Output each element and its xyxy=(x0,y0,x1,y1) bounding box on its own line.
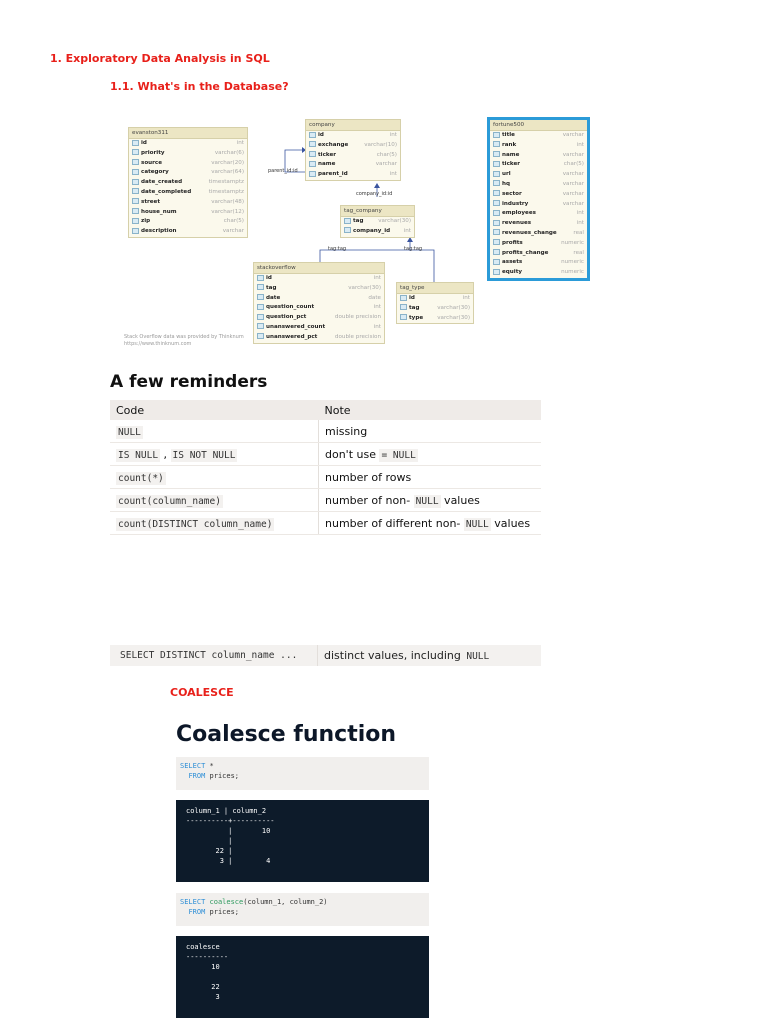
field-name: category xyxy=(132,168,169,178)
field-type: timestamptz xyxy=(208,188,244,195)
field-type: timestamptz xyxy=(208,179,244,186)
keyword: FROM xyxy=(188,772,206,780)
field-name: assets xyxy=(493,258,522,268)
table-field-row xyxy=(490,219,587,229)
table-field-row xyxy=(490,239,587,249)
field-name: question_count xyxy=(257,303,314,313)
inline-code: count(*) xyxy=(118,472,164,484)
diagram-credit: Stack Overflow data was provided by Thinknum https://www.thinknum.com xyxy=(124,334,244,347)
table-field-row xyxy=(490,268,587,278)
field-type: real xyxy=(573,229,584,236)
distinct-note-text: distinct values, including xyxy=(324,649,465,662)
distinct-code-cell xyxy=(110,645,318,666)
field-type: varchar(30) xyxy=(437,314,470,321)
field-type: varchar(64) xyxy=(211,169,244,176)
note-cell xyxy=(319,443,542,466)
subsection-heading: 1.1. What's in the Database? xyxy=(110,80,289,93)
table-field-row xyxy=(490,141,587,151)
reminders-table xyxy=(110,400,541,535)
table-field-row xyxy=(129,149,247,159)
function-name: coalesce xyxy=(209,898,244,906)
field-name: street xyxy=(132,198,160,208)
field-name: date xyxy=(257,294,280,304)
table-row xyxy=(110,466,541,489)
code-text: (column_1, column_2) xyxy=(243,898,328,906)
table-field-row xyxy=(129,178,247,188)
field-type: numeric xyxy=(561,239,584,246)
table-evanston311 xyxy=(128,127,248,238)
table-row xyxy=(110,420,541,443)
field-name: id xyxy=(132,139,147,149)
field-type: int xyxy=(389,132,397,138)
table-field-row xyxy=(129,217,247,227)
field-type: char(5) xyxy=(376,151,397,158)
field-name: question_pct xyxy=(257,313,306,323)
code-cell xyxy=(110,512,319,535)
table-field-row xyxy=(254,323,384,333)
table-tag-type xyxy=(396,282,474,324)
table-field-row xyxy=(490,190,587,200)
field-type: real xyxy=(573,249,584,256)
field-name: employees xyxy=(493,209,536,219)
table-field-row xyxy=(129,139,247,149)
inline-code: NULL xyxy=(118,426,141,438)
code-cell xyxy=(110,420,319,443)
field-type: int xyxy=(389,171,397,178)
fk-label-tag2: tag:tag xyxy=(404,246,423,252)
field-type: numeric xyxy=(561,269,584,276)
cell-text: values xyxy=(490,516,531,530)
table-field-row xyxy=(254,274,384,284)
field-type: varchar xyxy=(562,200,584,207)
field-name: tag xyxy=(344,217,363,227)
distinct-note-cell xyxy=(318,649,491,662)
field-type: varchar(30) xyxy=(378,218,411,224)
note-cell xyxy=(319,512,542,535)
table-field-row xyxy=(490,151,587,161)
table-stackoverflow xyxy=(253,262,385,344)
table-field-row xyxy=(254,313,384,323)
inline-code: count(DISTINCT column_name) xyxy=(118,518,273,530)
keyword: FROM xyxy=(188,908,206,916)
field-name: name xyxy=(309,160,335,170)
inline-code: IS NOT NULL xyxy=(172,449,236,461)
table-title: fortune500 xyxy=(490,120,587,131)
field-type: int xyxy=(462,295,470,301)
keyword: SELECT xyxy=(180,762,206,770)
field-type: double precision xyxy=(334,314,381,321)
table-tag-company xyxy=(340,205,415,238)
inline-code: IS NULL xyxy=(118,449,159,461)
table-title: stackoverflow xyxy=(254,263,384,274)
field-name: industry xyxy=(493,200,528,210)
code-cell xyxy=(110,466,319,489)
field-type: varchar(6) xyxy=(214,149,244,156)
field-name: rank xyxy=(493,141,516,151)
table-field-row xyxy=(490,200,587,210)
fk-label-parent: parent_id:id xyxy=(268,168,298,174)
field-type: varchar xyxy=(562,180,584,187)
field-name: company_id xyxy=(344,227,390,237)
field-name: profits_change xyxy=(493,249,548,259)
code-cell xyxy=(110,489,319,512)
distinct-note-code: NULL xyxy=(466,651,490,662)
field-name: zip xyxy=(132,217,150,227)
code-text: * xyxy=(205,762,214,770)
table-row xyxy=(110,489,541,512)
field-name: revenues_change xyxy=(493,229,557,239)
table-field-row xyxy=(490,160,587,170)
field-type: varchar(30) xyxy=(348,284,381,291)
field-name: unanswered_pct xyxy=(257,333,317,343)
cell-text: number of rows xyxy=(325,470,412,484)
code-text: prices; xyxy=(205,908,240,916)
table-field-row xyxy=(129,188,247,198)
distinct-row xyxy=(110,645,541,666)
note-cell xyxy=(319,466,542,489)
field-type: int xyxy=(373,275,381,281)
field-type: varchar(12) xyxy=(211,208,244,215)
field-type: numeric xyxy=(561,259,584,266)
field-type: int xyxy=(373,323,381,330)
field-name: sector xyxy=(493,190,522,200)
field-type: char(5) xyxy=(223,218,244,225)
field-type: int xyxy=(576,141,584,148)
code-cell xyxy=(110,443,319,466)
inline-code: = NULL xyxy=(381,449,416,461)
table-field-row xyxy=(254,333,384,343)
field-type: char(5) xyxy=(563,161,584,168)
result-prices: column_1 | column_2 ----------+---------- | 10 | 22 | 3 | 4 xyxy=(176,800,429,882)
cell-text: values xyxy=(440,493,480,507)
table-field-row xyxy=(129,208,247,218)
field-name: unanswered_count xyxy=(257,323,325,333)
coalesce-heading: COALESCE xyxy=(170,686,234,699)
code-text: prices; xyxy=(205,772,240,780)
field-name: equity xyxy=(493,268,522,278)
table-field-row xyxy=(306,160,400,170)
field-type: varchar(30) xyxy=(437,304,470,311)
table-field-row xyxy=(490,131,587,141)
column-header-code: Code xyxy=(110,400,319,420)
field-type: varchar xyxy=(375,161,397,168)
cell-text: don't use xyxy=(325,447,380,461)
field-name: id xyxy=(309,131,324,141)
table-company xyxy=(305,119,401,181)
table-field-row xyxy=(490,180,587,190)
field-name: title xyxy=(493,131,515,141)
table-field-row xyxy=(254,294,384,304)
note-cell xyxy=(319,489,542,512)
table-title: tag_company xyxy=(341,206,414,217)
field-type: varchar(48) xyxy=(211,198,244,205)
section-heading: 1. Exploratory Data Analysis in SQL xyxy=(50,52,270,65)
table-field-row xyxy=(490,229,587,239)
field-type: varchar(20) xyxy=(211,159,244,166)
table-field-row xyxy=(397,314,473,324)
cell-text: number of different non- xyxy=(325,516,464,530)
reminders-title: A few reminders xyxy=(110,372,268,392)
field-name: date_completed xyxy=(132,188,191,198)
cell-text: , xyxy=(160,447,171,461)
table-title: evanston311 xyxy=(129,128,247,139)
table-field-row xyxy=(306,170,400,180)
fk-label-company-id: company_id:id xyxy=(356,191,393,197)
field-name: description xyxy=(132,227,177,237)
table-title: company xyxy=(306,120,400,131)
coalesce-slide-title: Coalesce function xyxy=(176,722,397,747)
field-type: int xyxy=(576,220,584,227)
field-type: varchar xyxy=(562,171,584,178)
field-type: varchar xyxy=(562,132,584,138)
table-field-row xyxy=(490,170,587,180)
field-type: int xyxy=(576,210,584,217)
field-name: hq xyxy=(493,180,510,190)
field-name: priority xyxy=(132,149,165,159)
table-title: tag_type xyxy=(397,283,473,294)
field-name: type xyxy=(400,314,423,324)
inline-code: NULL xyxy=(415,495,439,507)
field-type: varchar xyxy=(562,190,584,197)
table-field-row xyxy=(254,303,384,313)
field-type: varchar xyxy=(562,151,584,158)
field-name: exchange xyxy=(309,141,348,151)
table-field-row xyxy=(341,227,414,237)
keyword: SELECT xyxy=(180,898,206,906)
field-name: house_num xyxy=(132,208,177,218)
field-type: varchar(10) xyxy=(364,141,397,148)
table-field-row xyxy=(341,217,414,227)
distinct-code: SELECT DISTINCT column_name ... xyxy=(120,650,298,661)
table-field-row xyxy=(129,198,247,208)
field-name: id xyxy=(400,294,415,304)
field-type: varchar xyxy=(222,228,244,235)
field-name: date_created xyxy=(132,178,182,188)
table-field-row xyxy=(306,131,400,141)
field-type: int xyxy=(373,304,381,311)
table-field-row xyxy=(397,304,473,314)
field-name: tag xyxy=(400,304,419,314)
table-field-row xyxy=(254,284,384,294)
result-coalesce: coalesce ---------- 10 22 3 xyxy=(176,936,429,1018)
field-name: parent_id xyxy=(309,170,348,180)
table-field-row xyxy=(490,258,587,268)
field-name: url xyxy=(493,170,511,180)
field-type: date xyxy=(368,294,381,301)
table-fortune500 xyxy=(487,117,590,281)
field-type: int xyxy=(403,227,411,234)
table-row xyxy=(110,512,541,535)
field-name: ticker xyxy=(309,151,336,161)
table-field-row xyxy=(306,151,400,161)
cell-text: missing xyxy=(325,424,368,438)
field-name: ticker xyxy=(493,160,520,170)
table-field-row xyxy=(129,168,247,178)
note-cell xyxy=(319,420,542,443)
fk-label-tag1: tag:tag xyxy=(328,246,347,252)
field-type: int xyxy=(236,140,244,146)
field-name: source xyxy=(132,159,162,169)
inline-code: count(column_name) xyxy=(118,495,221,507)
field-type: double precision xyxy=(334,333,381,340)
table-field-row xyxy=(129,227,247,237)
table-field-row xyxy=(306,141,400,151)
query-coalesce xyxy=(176,893,429,926)
table-field-row xyxy=(490,249,587,259)
query-select-all xyxy=(176,757,429,790)
field-name: id xyxy=(257,274,272,284)
inline-code: NULL xyxy=(465,518,489,530)
column-header-note: Note xyxy=(319,400,542,420)
field-name: tag xyxy=(257,284,276,294)
table-field-row xyxy=(397,294,473,304)
table-field-row xyxy=(490,209,587,219)
field-name: profits xyxy=(493,239,523,249)
table-field-row xyxy=(129,159,247,169)
table-header-row xyxy=(110,400,541,420)
cell-text: number of non- xyxy=(325,493,414,507)
table-row xyxy=(110,443,541,466)
field-name: revenues xyxy=(493,219,531,229)
field-name: name xyxy=(493,151,519,161)
